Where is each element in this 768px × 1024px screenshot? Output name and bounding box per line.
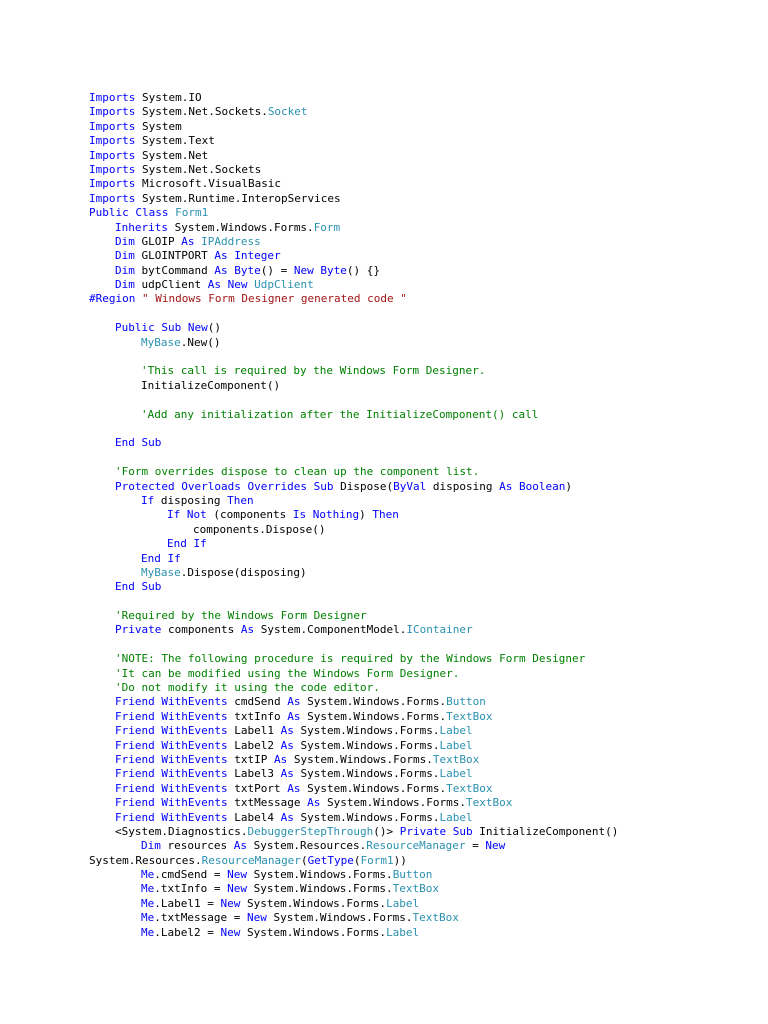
- code-token: System.Windows.Forms.: [293, 767, 440, 781]
- code-token: System.Windows.Forms.: [266, 911, 413, 925]
- code-token: Inherits: [115, 220, 168, 234]
- code-token: ): [359, 508, 373, 522]
- code-line: [89, 811, 748, 825]
- code-token: txtIP: [227, 752, 274, 766]
- code-line: [89, 882, 748, 896]
- code-token: System.Windows.Forms.: [320, 796, 467, 810]
- code-line: [89, 739, 748, 753]
- code-token: End Sub: [115, 580, 162, 594]
- code-token: InitializeComponent(): [141, 378, 281, 392]
- code-token: System.Windows.Forms.: [167, 220, 314, 234]
- code-token: Friend WithEvents: [115, 752, 228, 766]
- code-line: [89, 307, 748, 321]
- code-token: 'Required by the Windows Form Designer: [115, 609, 367, 623]
- code-token: System.Net.Sockets: [135, 162, 262, 176]
- code-token: New: [246, 911, 267, 925]
- code-line: [89, 393, 748, 407]
- code-token: TextBox: [412, 911, 459, 925]
- code-token: Is Nothing: [292, 508, 360, 522]
- code-token: TextBox: [432, 752, 480, 766]
- code-token: Dim: [141, 839, 161, 853]
- code-token: New: [220, 896, 241, 910]
- code-token: Me: [141, 911, 155, 925]
- code-token: Label2: [227, 738, 281, 752]
- code-token: 'It can be modified using the Windows Form Designer.: [115, 666, 460, 680]
- code-token: 'This call is required by the Windows Form Designer.: [141, 364, 486, 378]
- code-token: Dim: [115, 263, 135, 277]
- code-token: 'Form overrides dispose to clean up the component list.: [115, 465, 480, 479]
- code-token: System.Windows.Forms.: [300, 709, 447, 723]
- code-token: Then: [372, 508, 399, 522]
- code-token: ): [565, 479, 572, 493]
- code-token: System.Runtime.InteropServices: [135, 191, 341, 205]
- code-line: [89, 508, 748, 522]
- code-line: [89, 379, 748, 393]
- code-token: End If: [141, 551, 181, 565]
- code-token: Imports: [89, 119, 136, 133]
- code-token: Imports: [89, 105, 136, 119]
- code-token: .Dispose(disposing): [180, 565, 307, 579]
- code-token: ()>: [373, 824, 400, 838]
- code-token: [221, 278, 228, 291]
- code-token: System.Resources.: [89, 853, 202, 867]
- code-line: [89, 422, 748, 436]
- code-token: Friend WithEvents: [115, 796, 228, 810]
- code-token: Private Sub: [399, 824, 473, 838]
- code-token: Protected Overloads Overrides Sub: [115, 479, 334, 493]
- code-token: Then: [227, 493, 254, 507]
- code-token: (components: [206, 508, 293, 522]
- code-token: System.Windows.Forms.: [293, 738, 440, 752]
- code-token: Label: [439, 724, 473, 738]
- code-token: Imports: [89, 91, 136, 104]
- code-line: [89, 292, 748, 306]
- code-token: Microsoft.VisualBasic: [135, 177, 282, 191]
- code-token: Byte: [320, 263, 347, 277]
- code-token: As: [307, 796, 321, 810]
- code-line: [89, 767, 748, 781]
- code-token: udpClient: [134, 278, 208, 292]
- code-token: Label: [439, 810, 473, 824]
- code-token: Me: [141, 925, 155, 939]
- code-line: [89, 408, 748, 422]
- code-token: Me: [141, 882, 155, 896]
- code-token: .cmdSend =: [154, 868, 228, 882]
- code-line: [89, 221, 748, 235]
- code-token: InitializeComponent(): [472, 824, 619, 838]
- code-token: Dim: [115, 249, 135, 263]
- code-token: Label4: [227, 810, 281, 824]
- code-token: System.ComponentModel.: [254, 623, 407, 637]
- code-token: Imports: [89, 162, 136, 176]
- code-token: components.Dispose(): [193, 522, 326, 536]
- code-line: [89, 105, 748, 119]
- code-token: Friend WithEvents: [115, 810, 228, 824]
- code-line: [89, 177, 748, 191]
- code-token: Friend WithEvents: [115, 695, 228, 709]
- code-line: [89, 91, 748, 105]
- code-line: [89, 494, 748, 508]
- code-token: Me: [141, 868, 155, 882]
- code-token: Byte: [234, 263, 261, 277]
- code-line: [89, 120, 748, 134]
- code-token: System.Resources.: [246, 839, 367, 853]
- code-token: TextBox: [446, 781, 493, 795]
- code-line: [89, 336, 748, 350]
- code-token: Label: [439, 738, 473, 752]
- code-token: New: [293, 263, 314, 277]
- code-token: As: [233, 839, 247, 853]
- code-token: New: [220, 925, 241, 939]
- code-line: [89, 350, 748, 364]
- code-token: TextBox: [446, 709, 493, 723]
- code-line: [89, 249, 748, 263]
- code-token: MyBase: [141, 335, 181, 349]
- code-token: GLOINTPORT: [134, 249, 215, 263]
- code-line: [89, 451, 748, 465]
- code-token: System.Windows.Forms.: [240, 925, 387, 939]
- code-line: [89, 364, 748, 378]
- code-token: System.Windows.Forms.: [300, 695, 447, 709]
- code-token: System.Windows.Forms.: [240, 896, 387, 910]
- code-token: .New(): [180, 335, 221, 349]
- code-token: Friend WithEvents: [115, 724, 228, 738]
- code-token: Imports: [89, 191, 136, 205]
- code-line: [89, 623, 748, 637]
- code-token: .txtInfo =: [154, 882, 228, 896]
- code-token: System.Windows.Forms.: [300, 781, 447, 795]
- code-token: Form1: [360, 853, 394, 867]
- code-token: Label: [386, 925, 420, 939]
- code-line: [89, 523, 748, 537]
- code-line: [89, 480, 748, 494]
- code-line: [89, 681, 748, 695]
- code-token: txtMessage: [227, 796, 308, 810]
- code-token: Integer: [234, 249, 281, 263]
- code-token: ResourceManager: [201, 853, 301, 867]
- code-token: Imports: [89, 148, 136, 162]
- code-line: [89, 580, 748, 594]
- code-token: System.Net.Sockets.: [135, 105, 268, 119]
- code-token: As: [287, 695, 301, 709]
- code-token: System.Windows.Forms.: [287, 752, 433, 766]
- code-token: System.Windows.Forms.: [246, 868, 393, 882]
- code-token: As: [280, 724, 294, 738]
- code-token: () {}: [346, 263, 380, 277]
- code-token: IContainer: [406, 623, 473, 637]
- code-token: As: [499, 479, 513, 493]
- code-token: <System.Diagnostics.: [115, 824, 248, 838]
- code-token: New: [227, 278, 248, 292]
- code-line: [89, 235, 748, 249]
- code-token: UdpClient: [254, 278, 314, 292]
- code-token: Button: [446, 695, 486, 709]
- code-token: System.Text: [135, 134, 215, 148]
- code-token: Dim: [115, 278, 135, 292]
- code-token: New: [485, 839, 506, 853]
- code-line: [89, 854, 748, 868]
- code-token: Label3: [227, 767, 281, 781]
- code-token: txtInfo: [227, 709, 288, 723]
- code-line: [89, 638, 748, 652]
- code-token: Label1: [227, 724, 281, 738]
- code-token: As: [273, 752, 288, 766]
- code-line: [89, 710, 748, 724]
- code-token: New: [227, 868, 247, 882]
- code-token: 'NOTE: The following procedure is required by the Windows Form Designer: [115, 652, 586, 666]
- code-token: Friend WithEvents: [115, 767, 228, 781]
- code-token: System.Windows.Forms.: [293, 810, 440, 824]
- code-line: [89, 609, 748, 623]
- code-line: [89, 537, 748, 551]
- code-token: (: [353, 853, 361, 867]
- code-token: resources: [160, 839, 234, 853]
- code-token: =: [465, 839, 486, 853]
- code-line: [89, 436, 748, 450]
- code-token: As: [240, 623, 255, 637]
- code-token: cmdSend: [227, 695, 288, 709]
- code-token: Public Sub New: [115, 321, 208, 335]
- code-token: 'Add any initialization after the InitializeComponent() call: [141, 407, 539, 421]
- code-line: [89, 595, 748, 609]
- code-token: As: [214, 249, 228, 263]
- code-token: GetType: [307, 853, 354, 867]
- code-token: () =: [260, 263, 294, 277]
- code-token: .Label2 =: [154, 925, 221, 939]
- code-token: ByVal: [393, 479, 427, 493]
- code-token: As: [280, 810, 294, 824]
- code-token: MyBase: [141, 565, 181, 579]
- code-token: " Windows Form Designer generated code ": [141, 292, 407, 306]
- code-token: Form: [313, 220, 341, 234]
- code-token: End Sub: [115, 436, 162, 450]
- code-token: IPAddress: [201, 234, 261, 248]
- code-line: [89, 149, 748, 163]
- code-line: [89, 264, 748, 278]
- code-token: If: [141, 493, 155, 507]
- code-token: System.Windows.Forms.: [246, 882, 393, 896]
- code-token: .Label1 =: [154, 896, 221, 910]
- code-line: [89, 667, 748, 681]
- code-token: DebuggerStepThrough: [247, 824, 374, 838]
- code-token: Imports: [89, 177, 136, 191]
- code-token: components: [161, 623, 241, 637]
- code-line: [89, 868, 748, 882]
- code-token: Dim: [115, 234, 135, 248]
- code-token: [135, 292, 142, 305]
- code-token: Friend WithEvents: [115, 709, 228, 723]
- code-token: As: [181, 234, 195, 248]
- code-line: [89, 192, 748, 206]
- code-token: As: [280, 767, 294, 781]
- code-token: Label: [386, 896, 420, 910]
- code-token: As: [287, 781, 301, 795]
- code-token: ResourceManager: [366, 839, 466, 853]
- code-token: (: [300, 853, 308, 867]
- code-token: txtPort: [227, 781, 288, 795]
- code-line: [89, 782, 748, 796]
- code-token: Label: [439, 767, 473, 781]
- code-line: [89, 753, 748, 767]
- code-token: Boolean: [519, 479, 566, 493]
- code-token: System.Windows.Forms.: [293, 724, 440, 738]
- code-token: TextBox: [466, 796, 513, 810]
- code-token: As: [280, 738, 294, 752]
- code-token: TextBox: [392, 882, 440, 896]
- code-token: Imports: [89, 134, 136, 148]
- code-token: Button: [392, 868, 433, 882]
- code-line: [89, 796, 748, 810]
- code-token: As: [214, 263, 228, 277]
- code-token: .txtMessage =: [154, 911, 247, 925]
- code-line: [89, 897, 748, 911]
- code-line: [89, 825, 748, 839]
- code-line: [89, 134, 748, 148]
- code-token: New: [227, 882, 247, 896]
- code-line: [89, 552, 748, 566]
- code-token: Socket: [267, 105, 308, 119]
- code-token: As: [287, 709, 301, 723]
- code-token: Me: [141, 896, 155, 910]
- code-token: System: [135, 119, 182, 133]
- code-line: [89, 839, 748, 853]
- code-line: [89, 695, 748, 709]
- code-token: Form1: [175, 206, 209, 220]
- code-token: Dispose(: [333, 479, 394, 493]
- code-token: System.Net: [135, 148, 209, 162]
- code-line: [89, 465, 748, 479]
- code-line: [89, 321, 748, 335]
- code-token: )): [393, 853, 407, 867]
- code-token: disposing: [426, 479, 500, 493]
- code-line: [89, 911, 748, 925]
- code-token: End If: [167, 537, 207, 551]
- code-line: [89, 652, 748, 666]
- code-listing: [89, 91, 748, 940]
- code-token: System.IO: [135, 91, 202, 104]
- code-token: Private: [115, 623, 162, 637]
- code-token: #Region: [89, 292, 136, 306]
- code-line: [89, 278, 748, 292]
- code-token: Public Class: [89, 206, 169, 220]
- code-line: [89, 724, 748, 738]
- code-line: [89, 566, 748, 580]
- code-token: Friend WithEvents: [115, 738, 228, 752]
- code-token: Friend WithEvents: [115, 781, 228, 795]
- code-token: bytCommand: [134, 263, 215, 277]
- code-token: 'Do not modify it using the code editor.: [115, 681, 380, 695]
- code-line: [89, 926, 748, 940]
- code-token: If Not: [167, 508, 207, 522]
- code-token: disposing: [154, 493, 228, 507]
- code-line: [89, 163, 748, 177]
- code-token: As: [207, 278, 221, 292]
- code-token: GLOIP: [134, 234, 182, 248]
- code-token: (): [207, 321, 221, 335]
- code-line: [89, 206, 748, 220]
